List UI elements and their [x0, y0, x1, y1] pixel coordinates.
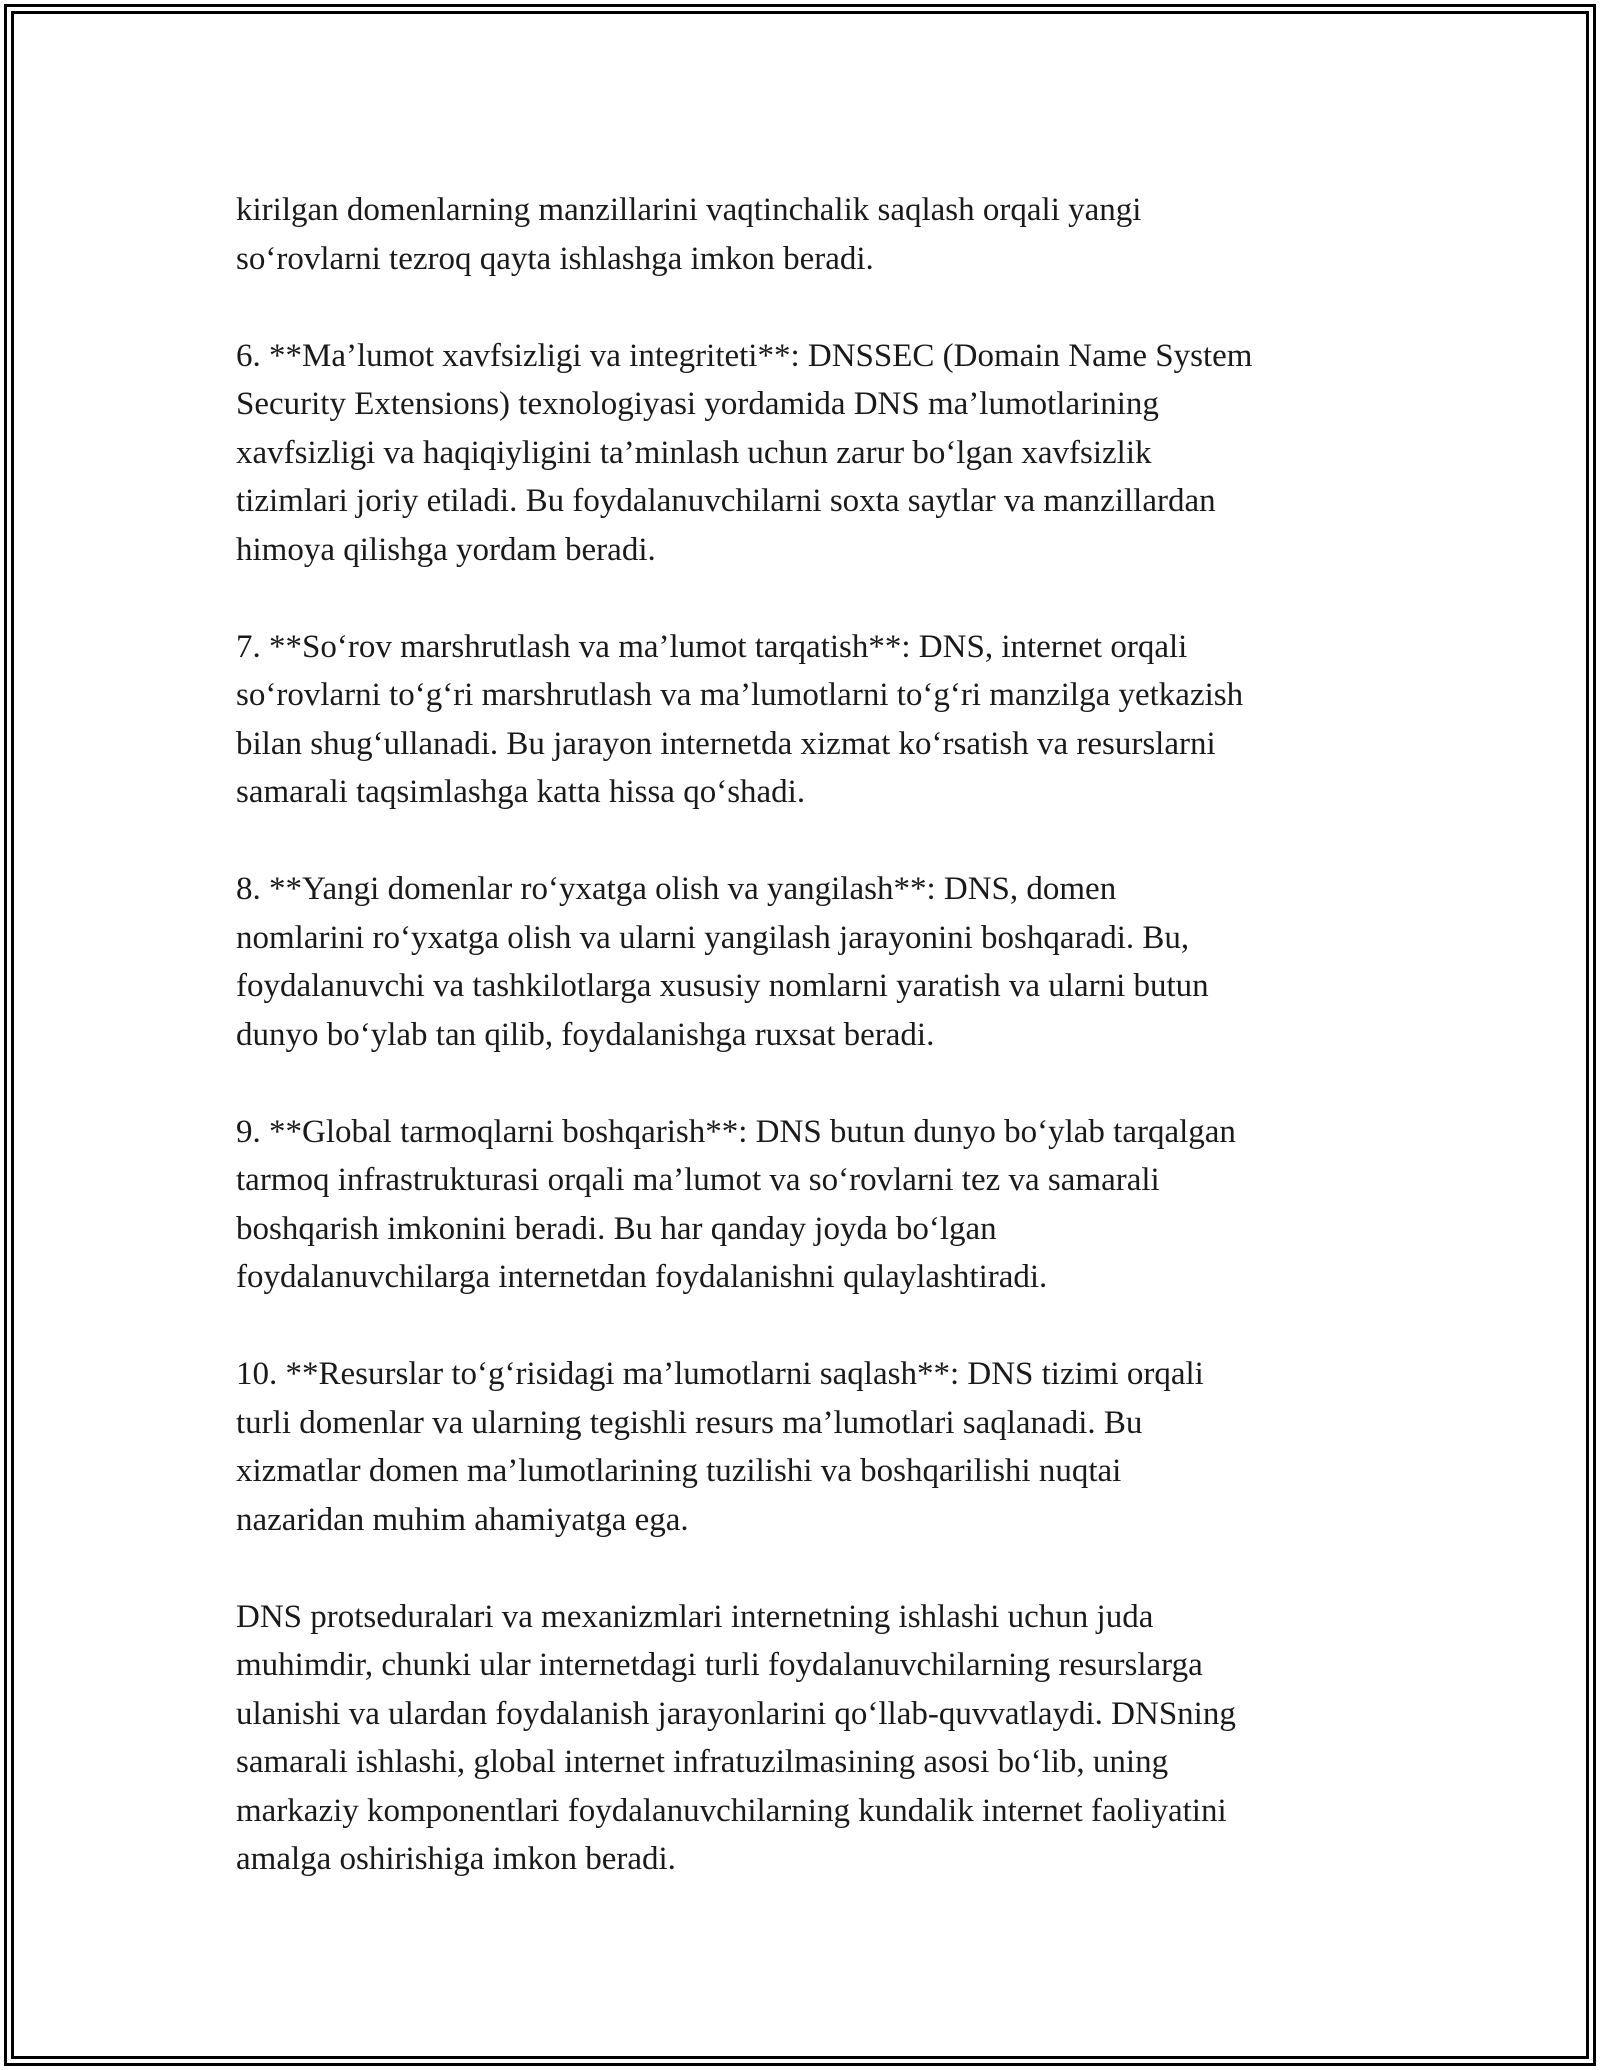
text-line: xizmatlar domen ma’lumotlarining tuzilishi va boshqarilishi nuqtai	[236, 1453, 1122, 1489]
paragraph-conclusion	[236, 1593, 1416, 1884]
text-line: nazaridan muhim ahamiyatga ega.	[236, 1501, 689, 1538]
text-line: tizimlari joriy etiladi. Bu foydalanuvchilarni soxta saytlar va manzillardan	[236, 483, 1216, 519]
text-line: ulanishi va ulardan foydalanish jarayonlarini qo‘llab-quvvatlaydi. DNSning	[236, 1695, 1236, 1732]
text-line: amalga oshirishiga imkon beradi.	[236, 1841, 676, 1877]
text-line: Security Extensions) texnologiyasi yordamida DNS ma’lumotlarining	[236, 386, 1159, 422]
text-line: xavfsizligi va haqiqiyligini ta’minlash uchun zarur bo‘lgan xavfsizlik	[236, 434, 1152, 471]
text-line: 8. **Yangi domenlar ro‘yxatga olish va yangilash**: DNS, domen	[236, 871, 1117, 907]
text-line: dunyo bo‘ylab tan qilib, foydalanishga ruxsat beradi.	[236, 1016, 935, 1053]
text-line: foydalanuvchi va tashkilotlarga xususiy nomlarni yaratish va ularni butun	[236, 968, 1209, 1004]
text-line: samarali taqsimlashga katta hissa qo‘shadi.	[236, 774, 806, 810]
text-line: nomlarini ro‘yxatga olish va ularni yangilash jarayonini boshqaradi. Bu,	[236, 919, 1190, 956]
text-line: himoya qilishga yordam beradi.	[236, 531, 656, 568]
paragraph-item-10	[236, 1350, 1416, 1544]
paragraph-continuation	[236, 186, 1416, 283]
text-line: foydalanuvchilarga internetdan foydalanishni qulaylashtiradi.	[236, 1259, 1048, 1295]
text-line: tarmoq infrastrukturasi orqali ma’lumot va so‘rovlarni tez va samarali	[236, 1162, 1160, 1198]
text-line: bilan shug‘ullanadi. Bu jarayon internetda xizmat ko‘rsatish va resurslarni	[236, 725, 1216, 762]
text-line: markaziy komponentlari foydalanuvchilarning kundalik internet faoliyatini	[236, 1792, 1227, 1829]
text-line: 10. **Resurslar to‘g‘risidagi ma’lumotlarni saqlash**: DNS tizimi orqali	[236, 1356, 1204, 1392]
document-body	[236, 186, 1416, 1884]
text-line: so‘rovlarni to‘g‘ri marshrutlash va ma’lumotlarni to‘g‘ri manzilga yetkazish	[236, 677, 1244, 713]
text-line: so‘rovlarni tezroq qayta ishlashga imkon beradi.	[236, 240, 874, 277]
text-line: kirilgan domenlarning manzillarini vaqtinchalik saqlash orqali yangi	[236, 192, 1142, 228]
paragraph-item-9	[236, 1108, 1416, 1302]
text-line: samarali ishlashi, global internet infratuzilmasining asosi bo‘lib, uning	[236, 1744, 1169, 1780]
text-line: 6. **Ma’lumot xavfsizligi va integriteti**: DNSSEC (Domain Name System	[236, 337, 1253, 374]
text-line: turli domenlar va ularning tegishli resurs ma’lumotlari saqlanadi. Bu	[236, 1404, 1143, 1441]
text-line: 9. **Global tarmoqlarni boshqarish**: DNS butun dunyo bo‘ylab tarqalgan	[236, 1113, 1236, 1150]
text-line: DNS protseduralari va mexanizmlari internetning ishlashi uchun juda	[236, 1598, 1154, 1635]
text-line: 7. **So‘rov marshrutlash va ma’lumot tarqatish**: DNS, internet orqali	[236, 628, 1188, 665]
text-line: muhimdir, chunki ular internetdagi turli foydalanuvchilarning resurslarga	[236, 1647, 1203, 1683]
text-line: boshqarish imkonini beradi. Bu har qanday joyda bo‘lgan	[236, 1210, 997, 1247]
paragraph-item-6	[236, 332, 1416, 575]
paragraph-item-7	[236, 623, 1416, 817]
paragraph-item-8	[236, 865, 1416, 1059]
